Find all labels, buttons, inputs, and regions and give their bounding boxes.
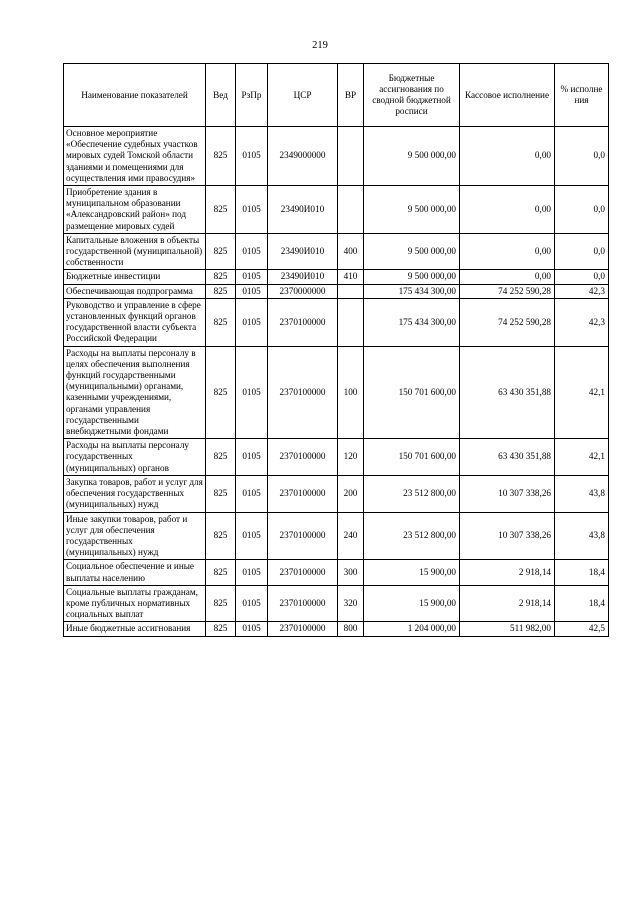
cell-percent: 42,3 [555, 284, 609, 298]
cell-ved: 825 [206, 560, 236, 585]
cell-execution: 10 307 338,26 [460, 512, 555, 560]
cell-csr: 2349000000 [268, 127, 338, 186]
table-row [64, 475, 609, 512]
page-number: 219 [312, 40, 328, 51]
cell-vr: 200 [338, 475, 364, 512]
cell-name: Иные закупки товаров, работ и услуг для обеспечения государственных (муниципальных) нужд [64, 512, 206, 560]
cell-percent: 42,3 [555, 298, 609, 346]
cell-execution: 74 252 590,28 [460, 284, 555, 298]
cell-execution: 511 982,00 [460, 622, 555, 636]
table-row [64, 186, 609, 234]
cell-csr: 23490И010 [268, 270, 338, 284]
cell-name: Расходы на выплаты персоналу в целях обеспечения выполнения функций государственными (муниципальными) органами, казенными учреждениями, органами управления государственными внебюджетными фондами [64, 346, 206, 439]
cell-rzpr: 0105 [236, 560, 268, 585]
cell-name: Бюджетные инвестиции [64, 270, 206, 284]
cell-vr: 240 [338, 512, 364, 560]
cell-execution: 63 430 351,88 [460, 346, 555, 439]
cell-vr [338, 186, 364, 234]
cell-name: Социальное обеспечение и иные выплаты населению [64, 560, 206, 585]
table-row [64, 585, 609, 622]
cell-ved: 825 [206, 127, 236, 186]
cell-csr: 23490И010 [268, 186, 338, 234]
cell-csr: 2370100000 [268, 512, 338, 560]
budget-table [63, 63, 609, 637]
cell-rzpr: 0105 [236, 127, 268, 186]
cell-execution: 0,00 [460, 127, 555, 186]
cell-percent: 0,0 [555, 233, 609, 270]
cell-vr [338, 298, 364, 346]
cell-allocation: 1 204 000,00 [364, 622, 460, 636]
cell-ved: 825 [206, 512, 236, 560]
cell-execution: 0,00 [460, 270, 555, 284]
cell-ved: 825 [206, 622, 236, 636]
table-row [64, 560, 609, 585]
header-execution: Кассовое исполнение [460, 64, 555, 127]
cell-rzpr: 0105 [236, 186, 268, 234]
cell-allocation: 9 500 000,00 [364, 233, 460, 270]
cell-name: Капитальные вложения в объекты государственной (муниципальной) собственности [64, 233, 206, 270]
cell-name: Иные бюджетные ассигнования [64, 622, 206, 636]
table-row [64, 298, 609, 346]
header-ved: Вед [206, 64, 236, 127]
cell-rzpr: 0105 [236, 346, 268, 439]
table-body [64, 127, 609, 637]
cell-ved: 825 [206, 346, 236, 439]
cell-vr [338, 284, 364, 298]
table-header-row [64, 64, 609, 127]
cell-rzpr: 0105 [236, 270, 268, 284]
cell-rzpr: 0105 [236, 585, 268, 622]
cell-csr: 2370100000 [268, 560, 338, 585]
cell-rzpr: 0105 [236, 475, 268, 512]
cell-csr: 2370100000 [268, 346, 338, 439]
header-name: Наименование показателей [64, 64, 206, 127]
cell-csr: 2370100000 [268, 585, 338, 622]
header-percent: % исполне ния [555, 64, 609, 127]
cell-allocation: 9 500 000,00 [364, 270, 460, 284]
cell-allocation: 23 512 800,00 [364, 512, 460, 560]
header-rzpr: РзПр [236, 64, 268, 127]
cell-rzpr: 0105 [236, 512, 268, 560]
cell-vr: 320 [338, 585, 364, 622]
cell-percent: 42,1 [555, 346, 609, 439]
cell-csr: 2370100000 [268, 622, 338, 636]
cell-execution: 0,00 [460, 233, 555, 270]
cell-vr: 410 [338, 270, 364, 284]
cell-percent: 42,1 [555, 439, 609, 476]
cell-percent: 42,5 [555, 622, 609, 636]
table-row [64, 346, 609, 439]
cell-csr: 2370100000 [268, 298, 338, 346]
cell-percent: 0,0 [555, 186, 609, 234]
cell-allocation: 150 701 600,00 [364, 346, 460, 439]
cell-ved: 825 [206, 186, 236, 234]
header-vr: ВР [338, 64, 364, 127]
table-row [64, 512, 609, 560]
cell-name: Руководство и управление в сфере установленных функций органов государственной власти субъекта Российской Федерации [64, 298, 206, 346]
cell-rzpr: 0105 [236, 298, 268, 346]
cell-vr: 400 [338, 233, 364, 270]
cell-csr: 2370100000 [268, 475, 338, 512]
cell-allocation: 9 500 000,00 [364, 186, 460, 234]
cell-execution: 63 430 351,88 [460, 439, 555, 476]
cell-allocation: 15 900,00 [364, 585, 460, 622]
cell-ved: 825 [206, 270, 236, 284]
cell-allocation: 175 434 300,00 [364, 284, 460, 298]
cell-allocation: 150 701 600,00 [364, 439, 460, 476]
cell-execution: 0,00 [460, 186, 555, 234]
table-row [64, 284, 609, 298]
cell-rzpr: 0105 [236, 439, 268, 476]
cell-vr: 120 [338, 439, 364, 476]
cell-percent: 0,0 [555, 270, 609, 284]
cell-ved: 825 [206, 298, 236, 346]
cell-execution: 2 918,14 [460, 560, 555, 585]
cell-csr: 2370100000 [268, 439, 338, 476]
cell-execution: 2 918,14 [460, 585, 555, 622]
cell-execution: 74 252 590,28 [460, 298, 555, 346]
table-row [64, 439, 609, 476]
cell-csr: 2370000000 [268, 284, 338, 298]
cell-rzpr: 0105 [236, 284, 268, 298]
cell-ved: 825 [206, 585, 236, 622]
cell-name: Социальные выплаты гражданам, кроме публичных нормативных социальных выплат [64, 585, 206, 622]
header-csr: ЦСР [268, 64, 338, 127]
cell-percent: 18,4 [555, 585, 609, 622]
cell-percent: 43,8 [555, 475, 609, 512]
cell-name: Обеспечивающая подпрограмма [64, 284, 206, 298]
cell-ved: 825 [206, 233, 236, 270]
cell-allocation: 23 512 800,00 [364, 475, 460, 512]
cell-name: Основное мероприятие «Обеспечение судебных участков мировых судей Томской области зданиями и помещениями для осуществления ими правосудия» [64, 127, 206, 186]
cell-allocation: 9 500 000,00 [364, 127, 460, 186]
cell-allocation: 175 434 300,00 [364, 298, 460, 346]
cell-name: Расходы на выплаты персоналу государственных (муниципальных) органов [64, 439, 206, 476]
cell-allocation: 15 900,00 [364, 560, 460, 585]
table-row [64, 127, 609, 186]
cell-name: Приобретение здания в муниципальном образовании «Александровский район» под размещение мировых судей [64, 186, 206, 234]
cell-vr: 800 [338, 622, 364, 636]
cell-ved: 825 [206, 475, 236, 512]
table-row [64, 233, 609, 270]
cell-rzpr: 0105 [236, 622, 268, 636]
cell-ved: 825 [206, 439, 236, 476]
table-row [64, 622, 609, 636]
cell-ved: 825 [206, 284, 236, 298]
cell-execution: 10 307 338,26 [460, 475, 555, 512]
cell-vr [338, 127, 364, 186]
cell-percent: 43,8 [555, 512, 609, 560]
table-row [64, 270, 609, 284]
header-allocation: Бюджетные ассигнования по сводной бюджетной росписи [364, 64, 460, 127]
cell-csr: 23490И010 [268, 233, 338, 270]
cell-percent: 0,0 [555, 127, 609, 186]
cell-vr: 100 [338, 346, 364, 439]
cell-name: Закупка товаров, работ и услуг для обеспечения государственных (муниципальных) нужд [64, 475, 206, 512]
cell-rzpr: 0105 [236, 233, 268, 270]
cell-percent: 18,4 [555, 560, 609, 585]
cell-vr: 300 [338, 560, 364, 585]
